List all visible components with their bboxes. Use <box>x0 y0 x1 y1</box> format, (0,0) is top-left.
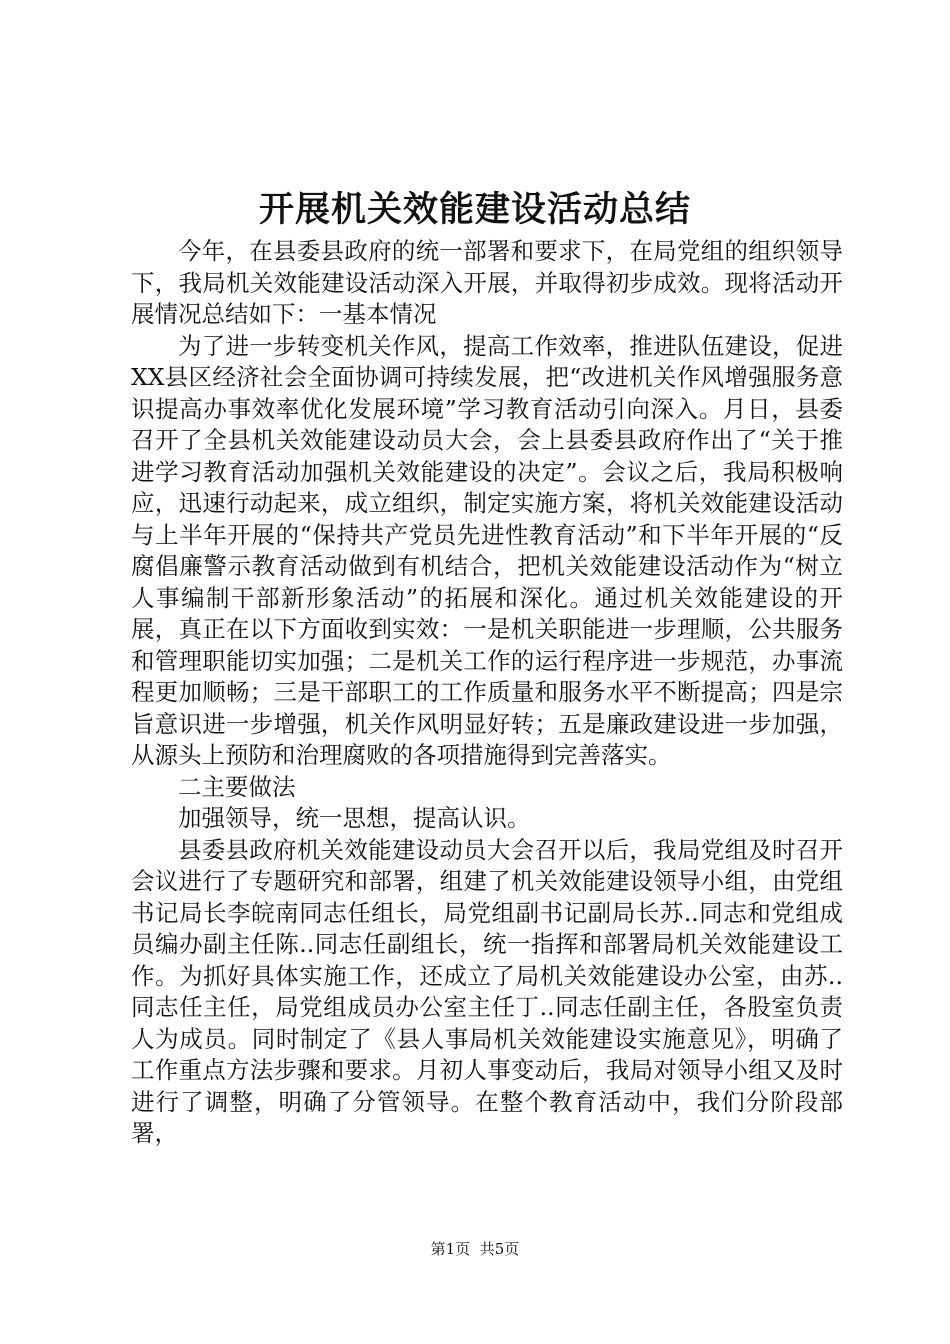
paragraph-intro: 今年，在县委县政府的统一部署和要求下，在局党组的组织领导下，我局机关效能建设活动深入开展，并取得初步成效。现将活动开展情况总结如下：一基本情况 <box>131 237 843 328</box>
paragraph-basic-situation: 为了进一步转变机关作风，提高工作效率，推进队伍建设，促进XX县区经济社会全面协调可持续发展，把“改进机关作风增强服务意识提高办事效率优化发展环境”学习教育活动引向深入。月日，县委召开了全县机关效能建设动员大会，会上县委县政府作出了“关于推进学习教育活动加强机关效能建设的决定”。会议之后，我局积极响应，迅速行动起来，成立组织，制定实施方案，将机关效能建设活动与上半年开展的“保持共产党员先进性教育活动”和下半年开展的“反腐倡廉警示教育活动做到有机结合，把机关效能建设活动作为“树立人事编制干部新形象活动”的拓展和深化。通过机关效能建设的开展，真正在以下方面收到实效：一是机关职能进一步理顺，公共服务和管理职能切实加强；二是机关工作的运行程序进一步规范，办事流程更加顺畅；三是干部职工的工作质量和服务水平不断提高；四是宗旨意识进一步增强，机关作风明显好转；五是廉政建设进一步加强，从源头上预防和治理腐败的各项措施得到完善落实。 <box>131 331 843 769</box>
page-number: 第1页 <box>430 1240 471 1258</box>
page-footer <box>0 1239 950 1259</box>
paragraph-leadership-details: 县委县政府机关效能建设动员大会召开以后，我局党组及时召开会议进行了专题研究和部署，组建了机关效能建设领导小组，由党组书记局长李皖南同志任组长，局党组副书记副局长苏..同志和党组成员编办副主任陈..同志任副组长，统一指挥和部署局机关效能建设工作。为抓好具体实施工作，还成立了局机关效能建设办公室，由苏..同志任主任，局党组成员办公室主任丁..同志任副主任，各股室负责人为成员。同时制定了《县人事局机关效能建设实施意见》，明确了工作重点方法步骤和要求。月初人事变动后，我局对领导小组又及时进行了调整，明确了分管领导。在整个教育活动中，我们分阶段部署， <box>131 835 843 1147</box>
document-title: 开展机关效能建设活动总结 <box>258 189 691 230</box>
section-heading-main-practices: 二主要做法 <box>178 772 296 801</box>
page-total: 共5页 <box>479 1240 520 1258</box>
document-body <box>131 236 843 1150</box>
subheading-strengthen-leadership: 加强领导，统一思想，提高认识。 <box>178 804 531 832</box>
